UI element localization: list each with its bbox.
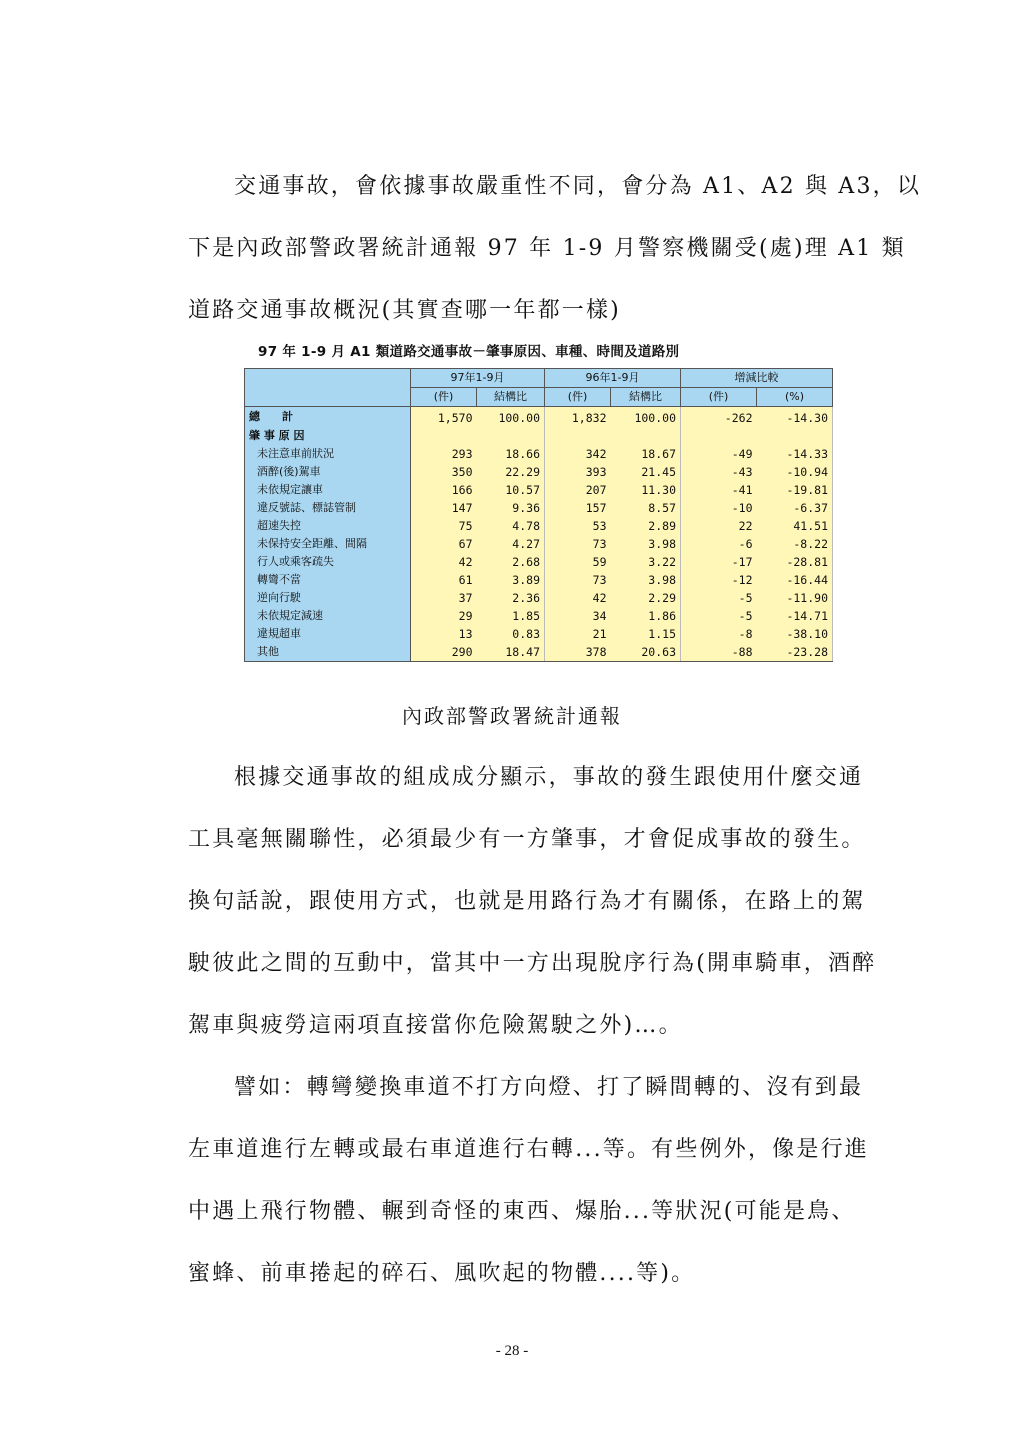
value-cell: -19.81 [757,481,833,499]
intro-line: 交通事故，會依據事故嚴重性不同，會分為 A1、A2 與 A3，以 [234,174,922,199]
value-cell: 293 [411,445,477,463]
row-label: 行人或乘客疏失 [245,553,411,571]
sub-header: 結構比 [611,388,681,407]
group-header: 增減比較 [681,369,833,388]
value-cell: 147 [411,499,477,517]
body-line: 根據交通事故的組成成分顯示，事故的發生跟使用什麼交通 [234,765,864,790]
row-label: 未依規定讓車 [245,481,411,499]
value-cell: 2.29 [611,589,681,607]
value-cell: 1.15 [611,625,681,643]
value-cell: 21 [545,625,611,643]
value-cell: -14.30 [757,407,833,428]
value-cell: 207 [545,481,611,499]
row-label: 酒醉(後)駕車 [245,463,411,481]
value-cell: 3.98 [611,571,681,589]
value-cell: -262 [681,407,757,428]
body-line: 工具毫無關聯性，必須最少有一方肇事，才會促成事故的發生。 [188,827,866,852]
value-cell [477,427,545,445]
table-title: 97 年 1-9 月 A1 類道路交通事故－肇事原因、車種、時間及道路別 [258,344,680,360]
table-group-header-row [245,369,833,388]
value-cell: -11.90 [757,589,833,607]
value-cell: -28.81 [757,553,833,571]
value-cell: -6 [681,535,757,553]
value-cell: 59 [545,553,611,571]
sub-header: 結構比 [477,388,545,407]
row-label: 總 計 [245,407,411,428]
row-label: 違反號誌、標誌管制 [245,499,411,517]
value-cell: 9.36 [477,499,545,517]
value-cell: 22 [681,517,757,535]
value-cell: -16.44 [757,571,833,589]
value-cell: 100.00 [477,407,545,428]
row-label: 未依規定減速 [245,607,411,625]
sub-header: (件) [411,388,477,407]
row-label: 未注意車前狀況 [245,445,411,463]
body-line: 蜜蜂、前車捲起的碎石、風吹起的物體....等)。 [188,1261,696,1286]
table-row [245,571,833,589]
table-row [245,445,833,463]
value-cell: 2.36 [477,589,545,607]
value-cell: 18.67 [611,445,681,463]
value-cell: 10.57 [477,481,545,499]
value-cell: 41.51 [757,517,833,535]
value-cell: -14.33 [757,445,833,463]
row-label: 逆向行駛 [245,589,411,607]
table-row [245,427,833,445]
table-row [245,407,833,428]
value-cell [411,427,477,445]
value-cell: -41 [681,481,757,499]
sub-header: (件) [681,388,757,407]
value-cell: 18.47 [477,643,545,662]
value-cell: 11.30 [611,481,681,499]
value-cell: 1.85 [477,607,545,625]
row-label: 轉彎不當 [245,571,411,589]
value-cell: 0.83 [477,625,545,643]
table-corner-cell [245,388,411,407]
table-row [245,481,833,499]
value-cell [545,427,611,445]
body-line: 譬如：轉彎變換車道不打方向燈、打了瞬間轉的、沒有到最 [234,1075,864,1100]
value-cell: 2.68 [477,553,545,571]
table-row [245,499,833,517]
value-cell: 67 [411,535,477,553]
table-row [245,643,833,662]
sub-header: (件) [545,388,611,407]
value-cell [757,427,833,445]
value-cell: 29 [411,607,477,625]
value-cell: 393 [545,463,611,481]
table-body [245,407,833,662]
body-line: 中遇上飛行物體、輾到奇怪的東西、爆胎...等狀況(可能是鳥、 [188,1199,856,1224]
value-cell: 13 [411,625,477,643]
value-cell: -17 [681,553,757,571]
value-cell: -43 [681,463,757,481]
value-cell: 61 [411,571,477,589]
page-number: - 28 - [495,1343,529,1359]
value-cell: 3.98 [611,535,681,553]
value-cell: -10.94 [757,463,833,481]
value-cell: 42 [545,589,611,607]
value-cell: 350 [411,463,477,481]
sub-header: (%) [757,388,833,407]
value-cell: 100.00 [611,407,681,428]
table-row [245,625,833,643]
body-paragraph [188,1057,904,1305]
table-row [245,553,833,571]
value-cell: -10 [681,499,757,517]
value-cell: 342 [545,445,611,463]
value-cell: 3.22 [611,553,681,571]
value-cell: 22.29 [477,463,545,481]
value-cell: 3.89 [477,571,545,589]
intro-paragraph [188,156,922,342]
value-cell: 73 [545,535,611,553]
table-caption: 內政部警政署統計通報 [402,704,622,728]
value-cell: 37 [411,589,477,607]
value-cell: 157 [545,499,611,517]
body-paragraph [188,747,904,1057]
value-cell: -88 [681,643,757,662]
statistics-table-figure [244,340,832,662]
table-corner-cell [245,369,411,388]
value-cell: 20.63 [611,643,681,662]
table-sub-header-row [245,388,833,407]
intro-line: 道路交通事故概況(其實查哪一年都一樣) [188,298,621,323]
body-line: 左車道進行左轉或最右車道進行右轉...等。有些例外，像是行進 [188,1137,869,1162]
value-cell: 18.66 [477,445,545,463]
body-line: 換句話說，跟使用方式，也就是用路行為才有關係，在路上的駕 [188,889,866,914]
value-cell: 4.78 [477,517,545,535]
value-cell: 290 [411,643,477,662]
value-cell: 21.45 [611,463,681,481]
value-cell: 166 [411,481,477,499]
intro-line: 下是內政部警政署統計通報 97 年 1-9 月警察機關受(處)理 A1 類 [188,236,906,261]
value-cell: 8.57 [611,499,681,517]
value-cell: -6.37 [757,499,833,517]
statistics-table [244,368,833,662]
body-line: 駕車與疲勞這兩項直接當你危險駕駛之外)…。 [188,1013,683,1038]
value-cell [681,427,757,445]
row-label: 違規超車 [245,625,411,643]
value-cell: -5 [681,589,757,607]
table-row [245,589,833,607]
value-cell: 2.89 [611,517,681,535]
value-cell: -8 [681,625,757,643]
value-cell: 4.27 [477,535,545,553]
group-header: 96年1-9月 [545,369,681,388]
value-cell: 1,832 [545,407,611,428]
value-cell: -49 [681,445,757,463]
value-cell: 1.86 [611,607,681,625]
value-cell: 378 [545,643,611,662]
value-cell: 75 [411,517,477,535]
row-label: 超速失控 [245,517,411,535]
value-cell: -8.22 [757,535,833,553]
value-cell: 34 [545,607,611,625]
value-cell: 53 [545,517,611,535]
value-cell: -14.71 [757,607,833,625]
body-line: 駛彼此之間的互動中，當其中一方出現脫序行為(開車騎車，酒醉 [188,951,877,976]
value-cell: 73 [545,571,611,589]
value-cell: 1,570 [411,407,477,428]
row-label: 其他 [245,643,411,662]
group-header: 97年1-9月 [411,369,545,388]
table-row [245,463,833,481]
table-row [245,607,833,625]
value-cell: -5 [681,607,757,625]
table-row [245,535,833,553]
value-cell: -38.10 [757,625,833,643]
row-label: 肇 事 原 因 [245,427,411,445]
table-row [245,517,833,535]
row-label: 未保持安全距離、間隔 [245,535,411,553]
value-cell: -23.28 [757,643,833,662]
value-cell: 42 [411,553,477,571]
value-cell [611,427,681,445]
value-cell: -12 [681,571,757,589]
